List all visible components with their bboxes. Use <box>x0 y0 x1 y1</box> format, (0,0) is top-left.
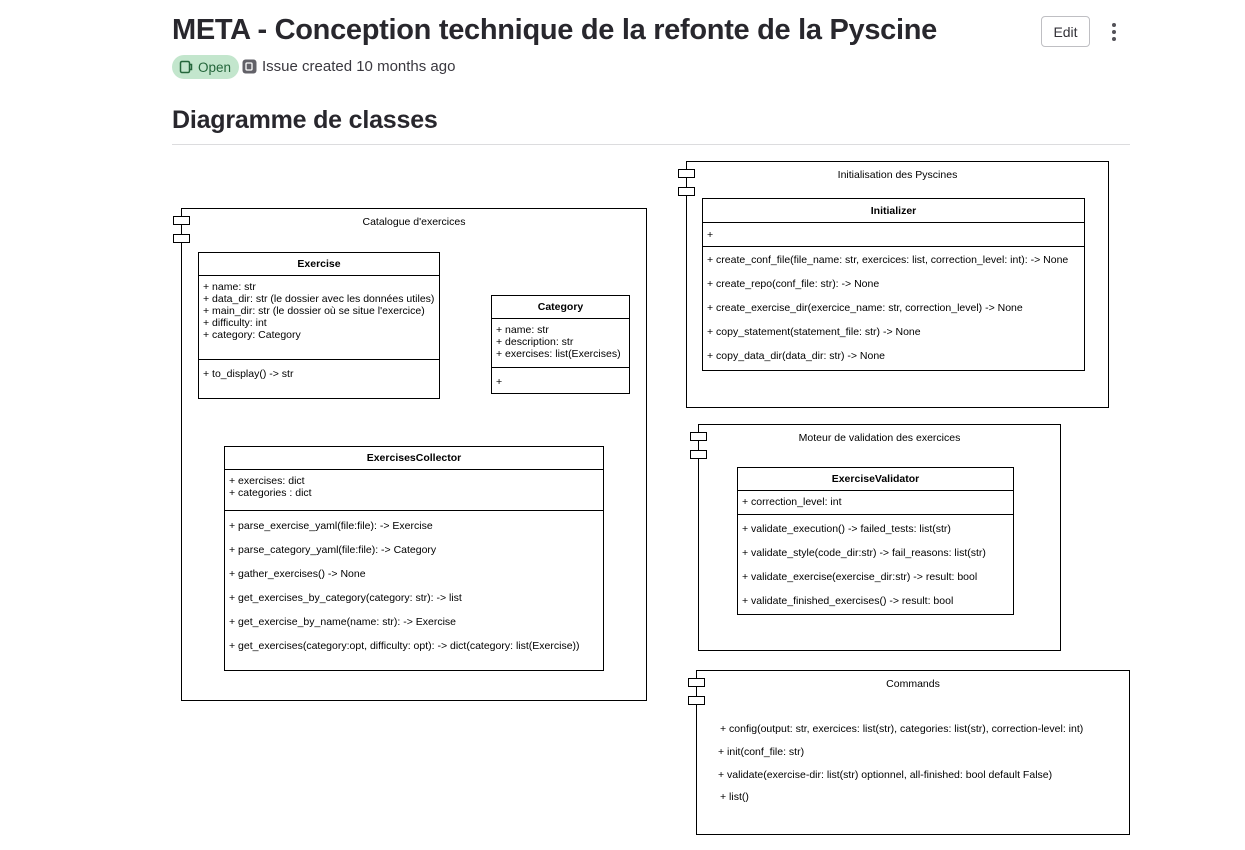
issue-title: META - Conception technique de la refonte de la Pyscine <box>172 14 938 46</box>
method: + parse_category_yaml(file:file): -> Category <box>229 544 437 556</box>
method: + parse_exercise_yaml(file:file): -> Exercise <box>229 520 433 532</box>
package-tab <box>688 678 705 687</box>
attribute: + exercises: list(Exercises) <box>496 348 621 360</box>
status-label: Open <box>198 59 232 75</box>
attribute: + exercises: dict <box>229 475 305 487</box>
package-title: Moteur de validation des exercices <box>798 432 961 444</box>
class-name: Exercise <box>199 253 439 276</box>
class-exercise <box>198 252 440 399</box>
method: + get_exercises(category:opt, difficulty: opt): -> dict(category: list(Exercise)) <box>229 640 580 652</box>
issue-open-icon <box>179 60 193 74</box>
package-tab <box>678 187 695 196</box>
method: + validate_finished_exercises() -> result: bool <box>742 595 954 607</box>
package-title: Catalogue d'exercices <box>362 216 466 228</box>
method: + get_exercises_by_category(category: str): -> list <box>229 592 462 604</box>
method: + copy_statement(statement_file: str) -> None <box>707 326 921 338</box>
status-badge <box>172 55 239 79</box>
command-item: + init(conf_file: str) <box>718 746 805 758</box>
package-tab <box>173 216 190 225</box>
class-exercises-collector <box>224 446 604 671</box>
command-item: + list() <box>720 791 749 803</box>
package-tab <box>690 432 707 441</box>
class-name: Initializer <box>703 199 1084 223</box>
edit-button[interactable]: Edit <box>1041 16 1090 47</box>
method: + gather_exercises() -> None <box>229 568 366 580</box>
attribute: + name: str <box>496 324 549 336</box>
attribute: + main_dir: str (le dossier où se situe l'exercice) <box>203 305 425 317</box>
command-item: + config(output: str, exercices: list(str), categories: list(str), correction-level: int) <box>720 723 1084 735</box>
method: + create_repo(conf_file: str): -> None <box>707 278 880 290</box>
section-heading: Diagramme de classes <box>172 106 438 134</box>
attribute: + description: str <box>496 336 574 348</box>
issue-created-text: Issue created 10 months ago <box>262 58 456 75</box>
method: + <box>496 376 503 388</box>
class-exercise-validator <box>737 467 1014 615</box>
issue-meta <box>242 58 455 75</box>
method: + validate_execution() -> failed_tests: list(str) <box>742 523 951 535</box>
attribute: + correction_level: int <box>742 496 842 508</box>
attribute: + <box>707 229 714 241</box>
class-initializer <box>702 198 1085 371</box>
method: + validate_style(code_dir:str) -> fail_reasons: list(str) <box>742 547 986 559</box>
more-actions-icon[interactable] <box>1104 20 1124 44</box>
divider <box>172 144 1130 145</box>
class-name: Category <box>492 296 629 319</box>
method: + validate_exercise(exercise_dir:str) -> result: bool <box>742 571 978 583</box>
method: + create_conf_file(file_name: str, exercices: list, correction_level: int): -> None <box>707 254 1069 266</box>
method: + get_exercise_by_name(name: str): -> Exercise <box>229 616 457 628</box>
method: + copy_data_dir(data_dir: str) -> None <box>707 350 886 362</box>
class-name: ExercisesCollector <box>225 447 603 470</box>
attribute: + category: Category <box>203 329 301 341</box>
method: + create_exercise_dir(exercice_name: str, correction_level) -> None <box>707 302 1023 314</box>
attribute: + categories : dict <box>229 487 312 499</box>
issue-type-icon <box>242 59 257 74</box>
method: + to_display() -> str <box>203 368 294 380</box>
package-tab <box>173 234 190 243</box>
package-tab <box>688 696 705 705</box>
package-title: Initialisation des Pyscines <box>837 169 958 181</box>
package-tab <box>690 450 707 459</box>
package-title: Commands <box>886 678 940 690</box>
attribute: + name: str <box>203 281 256 293</box>
attribute: + data_dir: str (le dossier avec les données utiles) <box>203 293 435 305</box>
command-item: + validate(exercise-dir: list(str) optionnel, all-finished: bool default False) <box>718 769 1053 781</box>
class-name: ExerciseValidator <box>738 468 1013 491</box>
package-tab <box>678 169 695 178</box>
attribute: + difficulty: int <box>203 317 267 329</box>
class-category <box>491 295 630 394</box>
